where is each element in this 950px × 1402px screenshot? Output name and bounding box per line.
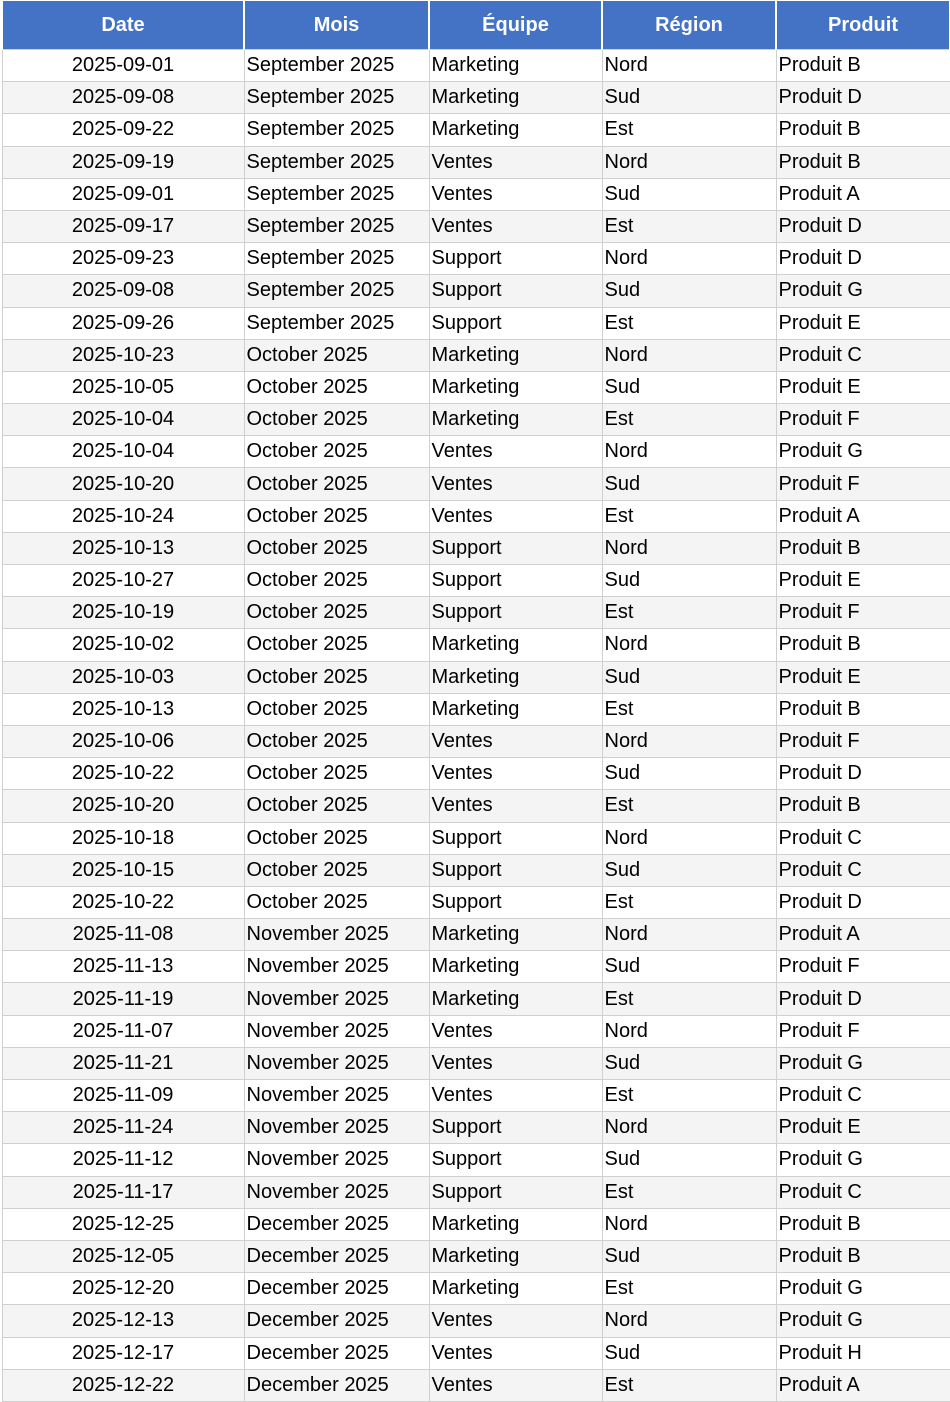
equipe-cell[interactable]: Support xyxy=(429,854,602,886)
date-cell[interactable]: 2025-10-20 xyxy=(2,790,244,822)
date-cell[interactable]: 2025-09-17 xyxy=(2,210,244,242)
equipe-cell[interactable]: Ventes xyxy=(429,1015,602,1047)
header-equipe[interactable]: Équipe xyxy=(429,1,602,50)
equipe-cell[interactable]: Ventes xyxy=(429,1369,602,1401)
region-cell[interactable]: Est xyxy=(602,114,776,146)
region-cell[interactable]: Nord xyxy=(602,339,776,371)
equipe-cell[interactable]: Ventes xyxy=(429,725,602,757)
equipe-cell[interactable]: Ventes xyxy=(429,758,602,790)
mois-cell[interactable]: October 2025 xyxy=(244,758,429,790)
table-row xyxy=(2,371,950,403)
produit-cell[interactable]: Produit B xyxy=(776,146,950,178)
mois-cell[interactable]: October 2025 xyxy=(244,468,429,500)
produit-cell[interactable]: Produit G xyxy=(776,436,950,468)
date-cell[interactable]: 2025-10-24 xyxy=(2,500,244,532)
region-cell[interactable]: Nord xyxy=(602,146,776,178)
mois-cell[interactable]: November 2025 xyxy=(244,919,429,951)
mois-cell[interactable]: October 2025 xyxy=(244,790,429,822)
region-cell[interactable]: Sud xyxy=(602,178,776,210)
equipe-cell[interactable]: Ventes xyxy=(429,146,602,178)
table-row xyxy=(2,468,950,500)
equipe-cell[interactable]: Marketing xyxy=(429,629,602,661)
date-cell[interactable]: 2025-09-22 xyxy=(2,114,244,146)
date-cell[interactable]: 2025-10-06 xyxy=(2,725,244,757)
equipe-cell[interactable]: Ventes xyxy=(429,178,602,210)
mois-cell[interactable]: October 2025 xyxy=(244,629,429,661)
mois-cell[interactable]: November 2025 xyxy=(244,1176,429,1208)
date-cell[interactable]: 2025-11-08 xyxy=(2,919,244,951)
mois-cell[interactable]: December 2025 xyxy=(244,1273,429,1305)
date-cell[interactable]: 2025-11-09 xyxy=(2,1080,244,1112)
region-cell[interactable]: Nord xyxy=(602,1015,776,1047)
table-row xyxy=(2,822,950,854)
mois-cell[interactable]: September 2025 xyxy=(244,82,429,114)
region-cell[interactable]: Sud xyxy=(602,1144,776,1176)
mois-cell[interactable]: October 2025 xyxy=(244,532,429,564)
region-cell[interactable]: Nord xyxy=(602,1305,776,1337)
table-row xyxy=(2,758,950,790)
date-cell[interactable]: 2025-09-01 xyxy=(2,178,244,210)
table-row xyxy=(2,725,950,757)
produit-cell[interactable]: Produit G xyxy=(776,1273,950,1305)
table-row xyxy=(2,532,950,564)
mois-cell[interactable]: November 2025 xyxy=(244,1047,429,1079)
region-cell[interactable]: Nord xyxy=(602,629,776,661)
region-cell[interactable]: Est xyxy=(602,210,776,242)
mois-cell[interactable]: September 2025 xyxy=(244,243,429,275)
equipe-cell[interactable]: Marketing xyxy=(429,371,602,403)
equipe-cell[interactable]: Support xyxy=(429,275,602,307)
equipe-cell[interactable]: Ventes xyxy=(429,436,602,468)
equipe-cell[interactable]: Marketing xyxy=(429,983,602,1015)
table-row xyxy=(2,1273,950,1305)
region-cell[interactable]: Sud xyxy=(602,1047,776,1079)
produit-cell[interactable]: Produit D xyxy=(776,758,950,790)
produit-cell[interactable]: Produit D xyxy=(776,983,950,1015)
region-cell[interactable]: Sud xyxy=(602,854,776,886)
produit-cell[interactable]: Produit E xyxy=(776,307,950,339)
table-row xyxy=(2,404,950,436)
region-cell[interactable]: Est xyxy=(602,500,776,532)
date-cell[interactable]: 2025-10-22 xyxy=(2,758,244,790)
region-cell[interactable]: Nord xyxy=(602,243,776,275)
produit-cell[interactable]: Produit A xyxy=(776,178,950,210)
date-cell[interactable]: 2025-10-13 xyxy=(2,532,244,564)
produit-cell[interactable]: Produit F xyxy=(776,1015,950,1047)
region-cell[interactable]: Est xyxy=(602,983,776,1015)
region-cell[interactable]: Nord xyxy=(602,822,776,854)
table-row xyxy=(2,50,950,82)
produit-cell[interactable]: Produit B xyxy=(776,114,950,146)
date-cell[interactable]: 2025-10-04 xyxy=(2,436,244,468)
table-row xyxy=(2,1240,950,1272)
header-region[interactable]: Région xyxy=(602,1,776,50)
region-cell[interactable]: Sud xyxy=(602,951,776,983)
mois-cell[interactable]: October 2025 xyxy=(244,565,429,597)
table-row xyxy=(2,82,950,114)
region-cell[interactable]: Est xyxy=(602,1369,776,1401)
equipe-cell[interactable]: Marketing xyxy=(429,951,602,983)
region-cell[interactable]: Sud xyxy=(602,468,776,500)
date-cell[interactable]: 2025-10-27 xyxy=(2,565,244,597)
table-row xyxy=(2,1369,950,1401)
equipe-cell[interactable]: Marketing xyxy=(429,1208,602,1240)
equipe-cell[interactable]: Marketing xyxy=(429,114,602,146)
produit-cell[interactable]: Produit G xyxy=(776,275,950,307)
date-cell[interactable]: 2025-12-25 xyxy=(2,1208,244,1240)
table-row xyxy=(2,146,950,178)
equipe-cell[interactable]: Support xyxy=(429,1144,602,1176)
date-cell[interactable]: 2025-10-22 xyxy=(2,886,244,918)
produit-cell[interactable]: Produit F xyxy=(776,725,950,757)
mois-cell[interactable]: October 2025 xyxy=(244,725,429,757)
region-cell[interactable]: Sud xyxy=(602,275,776,307)
equipe-cell[interactable]: Support xyxy=(429,597,602,629)
produit-cell[interactable]: Produit A xyxy=(776,919,950,951)
date-cell[interactable]: 2025-12-17 xyxy=(2,1337,244,1369)
region-cell[interactable]: Est xyxy=(602,404,776,436)
date-cell[interactable]: 2025-12-22 xyxy=(2,1369,244,1401)
region-cell[interactable]: Sud xyxy=(602,82,776,114)
date-cell[interactable]: 2025-11-19 xyxy=(2,983,244,1015)
mois-cell[interactable]: October 2025 xyxy=(244,822,429,854)
date-cell[interactable]: 2025-09-01 xyxy=(2,50,244,82)
region-cell[interactable]: Est xyxy=(602,790,776,822)
produit-cell[interactable]: Produit C xyxy=(776,1080,950,1112)
mois-cell[interactable]: October 2025 xyxy=(244,500,429,532)
region-cell[interactable]: Nord xyxy=(602,436,776,468)
produit-cell[interactable]: Produit B xyxy=(776,790,950,822)
mois-cell[interactable]: September 2025 xyxy=(244,178,429,210)
equipe-cell[interactable]: Marketing xyxy=(429,339,602,371)
mois-cell[interactable]: October 2025 xyxy=(244,693,429,725)
table-row xyxy=(2,565,950,597)
table-row xyxy=(2,597,950,629)
produit-cell[interactable]: Produit E xyxy=(776,371,950,403)
date-cell[interactable]: 2025-10-13 xyxy=(2,693,244,725)
table-row xyxy=(2,854,950,886)
date-cell[interactable]: 2025-09-08 xyxy=(2,275,244,307)
produit-cell[interactable]: Produit G xyxy=(776,1305,950,1337)
mois-cell[interactable]: December 2025 xyxy=(244,1337,429,1369)
mois-cell[interactable]: November 2025 xyxy=(244,1144,429,1176)
produit-cell[interactable]: Produit F xyxy=(776,404,950,436)
equipe-cell[interactable]: Support xyxy=(429,307,602,339)
header-produit[interactable]: Produit xyxy=(776,1,950,50)
date-cell[interactable]: 2025-10-04 xyxy=(2,404,244,436)
produit-cell[interactable]: Produit F xyxy=(776,951,950,983)
table-row xyxy=(2,436,950,468)
mois-cell[interactable]: October 2025 xyxy=(244,886,429,918)
equipe-cell[interactable]: Marketing xyxy=(429,919,602,951)
equipe-cell[interactable]: Ventes xyxy=(429,790,602,822)
date-cell[interactable]: 2025-10-23 xyxy=(2,339,244,371)
table-row xyxy=(2,1080,950,1112)
produit-cell[interactable]: Produit A xyxy=(776,1369,950,1401)
produit-cell[interactable]: Produit B xyxy=(776,532,950,564)
region-cell[interactable]: Sud xyxy=(602,661,776,693)
produit-cell[interactable]: Produit A xyxy=(776,500,950,532)
table-row xyxy=(2,307,950,339)
produit-cell[interactable]: Produit D xyxy=(776,886,950,918)
table-row xyxy=(2,693,950,725)
table-row xyxy=(2,1047,950,1079)
produit-cell[interactable]: Produit D xyxy=(776,243,950,275)
table-row xyxy=(2,500,950,532)
date-cell[interactable]: 2025-11-13 xyxy=(2,951,244,983)
equipe-cell[interactable]: Ventes xyxy=(429,500,602,532)
date-cell[interactable]: 2025-10-03 xyxy=(2,661,244,693)
date-cell[interactable]: 2025-11-17 xyxy=(2,1176,244,1208)
mois-cell[interactable]: October 2025 xyxy=(244,661,429,693)
produit-cell[interactable]: Produit C xyxy=(776,854,950,886)
table-row xyxy=(2,661,950,693)
date-cell[interactable]: 2025-09-19 xyxy=(2,146,244,178)
equipe-cell[interactable]: Marketing xyxy=(429,1240,602,1272)
mois-cell[interactable]: November 2025 xyxy=(244,951,429,983)
equipe-cell[interactable]: Ventes xyxy=(429,1047,602,1079)
produit-cell[interactable]: Produit C xyxy=(776,822,950,854)
equipe-cell[interactable]: Marketing xyxy=(429,1273,602,1305)
table-row xyxy=(2,1305,950,1337)
table-row xyxy=(2,1337,950,1369)
produit-cell[interactable]: Produit E xyxy=(776,661,950,693)
mois-cell[interactable]: October 2025 xyxy=(244,597,429,629)
produit-cell[interactable]: Produit D xyxy=(776,210,950,242)
table-row xyxy=(2,178,950,210)
produit-cell[interactable]: Produit B xyxy=(776,629,950,661)
region-cell[interactable]: Sud xyxy=(602,565,776,597)
produit-cell[interactable]: Produit G xyxy=(776,1047,950,1079)
produit-cell[interactable]: Produit B xyxy=(776,693,950,725)
table-row xyxy=(2,886,950,918)
equipe-cell[interactable]: Marketing xyxy=(429,82,602,114)
region-cell[interactable]: Sud xyxy=(602,758,776,790)
region-cell[interactable]: Nord xyxy=(602,532,776,564)
mois-cell[interactable]: November 2025 xyxy=(244,983,429,1015)
equipe-cell[interactable]: Ventes xyxy=(429,1080,602,1112)
table-row xyxy=(2,1015,950,1047)
mois-cell[interactable]: November 2025 xyxy=(244,1112,429,1144)
region-cell[interactable]: Nord xyxy=(602,50,776,82)
produit-cell[interactable]: Produit F xyxy=(776,468,950,500)
region-cell[interactable]: Est xyxy=(602,1080,776,1112)
header-row xyxy=(2,1,950,50)
date-cell[interactable]: 2025-09-26 xyxy=(2,307,244,339)
mois-cell[interactable]: December 2025 xyxy=(244,1305,429,1337)
header-date[interactable]: Date xyxy=(2,1,244,50)
date-cell[interactable]: 2025-12-05 xyxy=(2,1240,244,1272)
region-cell[interactable]: Sud xyxy=(602,1337,776,1369)
spreadsheet-sheet xyxy=(0,1,950,1396)
table-row xyxy=(2,275,950,307)
produit-cell[interactable]: Produit C xyxy=(776,339,950,371)
produit-cell[interactable]: Produit D xyxy=(776,82,950,114)
produit-cell[interactable]: Produit E xyxy=(776,565,950,597)
date-cell[interactable]: 2025-10-19 xyxy=(2,597,244,629)
mois-cell[interactable]: September 2025 xyxy=(244,50,429,82)
produit-cell[interactable]: Produit G xyxy=(776,1144,950,1176)
mois-cell[interactable]: December 2025 xyxy=(244,1208,429,1240)
mois-cell[interactable]: December 2025 xyxy=(244,1369,429,1401)
region-cell[interactable]: Est xyxy=(602,597,776,629)
table-header xyxy=(2,1,950,50)
region-cell[interactable]: Nord xyxy=(602,725,776,757)
table-row xyxy=(2,983,950,1015)
produit-cell[interactable]: Produit B xyxy=(776,50,950,82)
region-cell[interactable]: Est xyxy=(602,1273,776,1305)
table-row xyxy=(2,951,950,983)
date-cell[interactable]: 2025-11-24 xyxy=(2,1112,244,1144)
equipe-cell[interactable]: Ventes xyxy=(429,1305,602,1337)
mois-cell[interactable]: September 2025 xyxy=(244,307,429,339)
table-row xyxy=(2,114,950,146)
mois-cell[interactable]: September 2025 xyxy=(244,114,429,146)
date-cell[interactable]: 2025-12-20 xyxy=(2,1273,244,1305)
date-cell[interactable]: 2025-11-21 xyxy=(2,1047,244,1079)
equipe-cell[interactable]: Support xyxy=(429,886,602,918)
date-cell[interactable]: 2025-10-15 xyxy=(2,854,244,886)
mois-cell[interactable]: October 2025 xyxy=(244,854,429,886)
produit-cell[interactable]: Produit F xyxy=(776,597,950,629)
equipe-cell[interactable]: Support xyxy=(429,1176,602,1208)
table-row xyxy=(2,210,950,242)
mois-cell[interactable]: October 2025 xyxy=(244,436,429,468)
mois-cell[interactable]: September 2025 xyxy=(244,146,429,178)
table-row xyxy=(2,629,950,661)
mois-cell[interactable]: September 2025 xyxy=(244,275,429,307)
region-cell[interactable]: Est xyxy=(602,1176,776,1208)
produit-cell[interactable]: Produit H xyxy=(776,1337,950,1369)
region-cell[interactable]: Sud xyxy=(602,371,776,403)
equipe-cell[interactable]: Support xyxy=(429,1112,602,1144)
region-cell[interactable]: Est xyxy=(602,693,776,725)
produit-cell[interactable]: Produit B xyxy=(776,1208,950,1240)
mois-cell[interactable]: September 2025 xyxy=(244,210,429,242)
date-cell[interactable]: 2025-09-23 xyxy=(2,243,244,275)
mois-cell[interactable]: December 2025 xyxy=(244,1240,429,1272)
equipe-cell[interactable]: Ventes xyxy=(429,1337,602,1369)
table-row xyxy=(2,1112,950,1144)
equipe-cell[interactable]: Support xyxy=(429,243,602,275)
table-row xyxy=(2,790,950,822)
header-mois[interactable]: Mois xyxy=(244,1,429,50)
equipe-cell[interactable]: Support xyxy=(429,822,602,854)
equipe-cell[interactable]: Ventes xyxy=(429,468,602,500)
table-row xyxy=(2,919,950,951)
table-row xyxy=(2,1176,950,1208)
region-cell[interactable]: Nord xyxy=(602,1112,776,1144)
date-cell[interactable]: 2025-11-12 xyxy=(2,1144,244,1176)
equipe-cell[interactable]: Marketing xyxy=(429,693,602,725)
equipe-cell[interactable]: Support xyxy=(429,565,602,597)
data-table xyxy=(1,1,950,1402)
date-cell[interactable]: 2025-12-13 xyxy=(2,1305,244,1337)
mois-cell[interactable]: November 2025 xyxy=(244,1080,429,1112)
mois-cell[interactable]: October 2025 xyxy=(244,371,429,403)
produit-cell[interactable]: Produit E xyxy=(776,1112,950,1144)
region-cell[interactable]: Est xyxy=(602,886,776,918)
region-cell[interactable]: Sud xyxy=(602,1240,776,1272)
equipe-cell[interactable]: Marketing xyxy=(429,661,602,693)
region-cell[interactable]: Nord xyxy=(602,919,776,951)
mois-cell[interactable]: October 2025 xyxy=(244,339,429,371)
date-cell[interactable]: 2025-11-07 xyxy=(2,1015,244,1047)
region-cell[interactable]: Nord xyxy=(602,1208,776,1240)
equipe-cell[interactable]: Marketing xyxy=(429,404,602,436)
equipe-cell[interactable]: Ventes xyxy=(429,210,602,242)
mois-cell[interactable]: October 2025 xyxy=(244,404,429,436)
table-row xyxy=(2,339,950,371)
table-row xyxy=(2,1144,950,1176)
equipe-cell[interactable]: Marketing xyxy=(429,50,602,82)
table-row xyxy=(2,1208,950,1240)
table-body xyxy=(2,50,950,1402)
produit-cell[interactable]: Produit B xyxy=(776,1240,950,1272)
table-row xyxy=(2,243,950,275)
date-cell[interactable]: 2025-10-18 xyxy=(2,822,244,854)
region-cell[interactable]: Est xyxy=(602,307,776,339)
mois-cell[interactable]: November 2025 xyxy=(244,1015,429,1047)
date-cell[interactable]: 2025-09-08 xyxy=(2,82,244,114)
date-cell[interactable]: 2025-10-05 xyxy=(2,371,244,403)
date-cell[interactable]: 2025-10-20 xyxy=(2,468,244,500)
produit-cell[interactable]: Produit C xyxy=(776,1176,950,1208)
date-cell[interactable]: 2025-10-02 xyxy=(2,629,244,661)
equipe-cell[interactable]: Support xyxy=(429,532,602,564)
